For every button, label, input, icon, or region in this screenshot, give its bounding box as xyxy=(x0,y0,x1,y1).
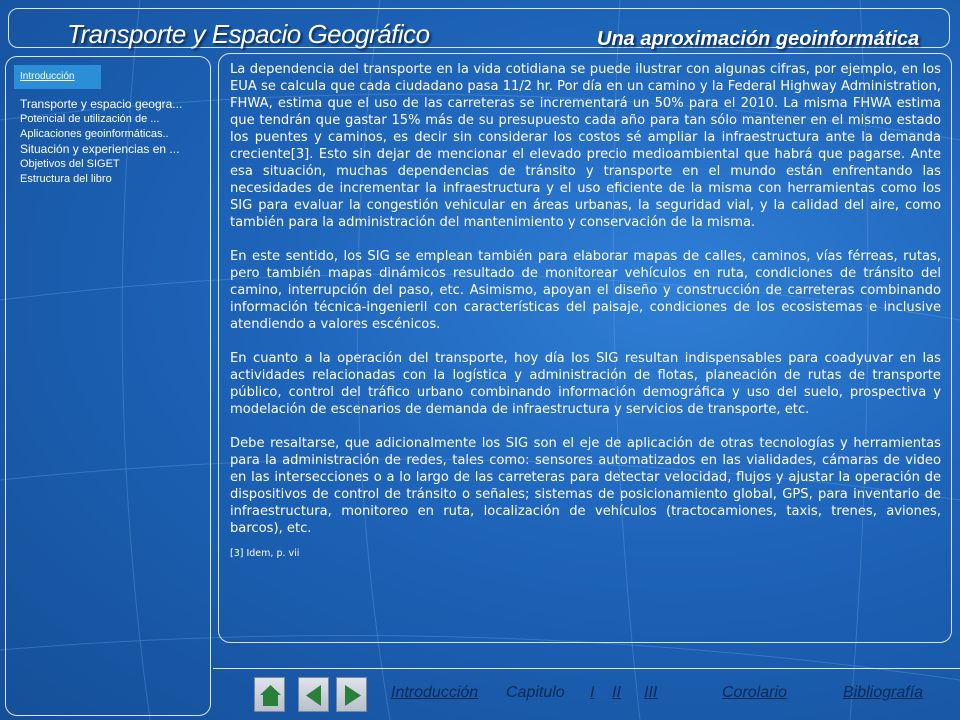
sidebar-item-potencial[interactable]: Potencial de utilización de ... xyxy=(20,113,160,125)
next-button[interactable] xyxy=(336,677,367,712)
link-capitulo-1[interactable]: I xyxy=(590,684,595,701)
footnote: [3] Idem, p. vii xyxy=(230,548,300,559)
link-introduccion[interactable]: Introducción xyxy=(391,684,479,701)
paragraph: Debe resaltarse, que adicionalmente los SIG son el eje de aplicación de otras tecnologías y herramientas para la administración de redes, tales como: sensores automatizados en las vialidades, cámaras de video en las intersecciones o a lo largo de las carreteras para detectar velocidad, flujos y ajustar la operación de dispositivos de control de tránsito o señales; sistemas de posicionamiento global, GPS, para inventario de infraestructura, monitoreo en ruta, localización de vehículos (tractocamiones, taxis, trenes, aviones, barcos), etc. xyxy=(230,436,941,536)
paragraph: En este sentido, los SIG se emplean también para elaborar mapas de calles, caminos, vías férreas, rutas, pero también mapas dinámicos resultado de monitorear vehículos en ruta, condiciones de tránsito del camino, interrupción del paso, etc. Asimismo, apoyan el diseño y construcción de carreteras combinando información técnica-ingenieril con características del paisaje, condiciones de los ecosistemas e inclusive atendiendo a valores escénicos. xyxy=(230,249,941,332)
sidebar-list xyxy=(20,97,182,187)
page-subtitle: Una aproximación geoinformática xyxy=(597,28,920,50)
title-bar xyxy=(8,8,950,48)
link-corolario[interactable]: Corolario xyxy=(722,684,787,701)
page-title: Transporte y Espacio Geográfico xyxy=(67,19,430,49)
sidebar-item-estructura[interactable]: Estructura del libro xyxy=(20,173,112,185)
capitulo-label: Capitulo xyxy=(506,684,565,701)
link-capitulo-3[interactable]: III xyxy=(644,684,658,701)
main-content xyxy=(218,53,952,643)
paragraph: La dependencia del transporte en la vida cotidiana se puede ilustrar con algunas cifras, por ejemplo, en los EUA se calcula que cada ciudadano pasa 11/2 hr. Por día en un camino y la Federal Highway Administration, FHWA, estima que el uso de las carreteras se incrementará un 50% para el 2010. La misma FHWA estima que tendrán que gastar 15% más de su presupuesto cada año para tan sólo mantener en el mismo estado los puentes y caminos, es decir sin considerar los costos sé ampliar la infraestructura ante la demanda creciente[3]. Esto sin dejar de mencionar el elevado precio medioambiental que habrá que pagarse. Ante esa situación, muchas dependencias de tránsito y transporte en el mundo están enfrentando las necesidades de incrementar la infraestructura y el uso eficiente de la misma con herramientas como los SIG para evaluar la congestión vehicular en áreas urbanas, la seguridad vial, y la calidad del aire, como también para la administración del mantenimiento y conservación de la misma. xyxy=(230,62,941,230)
sidebar xyxy=(5,56,211,716)
arrow-right-icon xyxy=(337,678,368,713)
sidebar-item-situacion[interactable]: Situación y experiencias en ... xyxy=(20,142,180,156)
footer-divider xyxy=(213,668,960,669)
sidebar-item-transporte[interactable]: Transporte y espacio geogra... xyxy=(20,97,183,111)
link-capitulo-2[interactable]: II xyxy=(612,684,621,701)
home-button[interactable] xyxy=(254,677,285,712)
sidebar-item-aplicaciones[interactable]: Aplicaciones geoinformáticas.. xyxy=(20,128,169,140)
sidebar-tab-introduccion[interactable]: Introducción xyxy=(14,65,101,89)
previous-button[interactable] xyxy=(298,677,329,712)
arrow-left-icon xyxy=(299,678,330,713)
home-icon xyxy=(255,678,286,713)
paragraph: En cuanto a la operación del transporte, hoy día los SIG resultan indispensables para coadyuvar en las actividades relacionadas con la logística y administración de flotas, planeación de rutas de transporte público, control del tráfico urbano combinando información demográfica y uso del suelo, prospectiva y modelación de escenarios de demanda de infraestructura y servicios de transporte, etc. xyxy=(230,351,941,417)
sidebar-item-objetivos[interactable]: Objetivos del SIGET xyxy=(20,158,120,170)
link-bibliografia[interactable]: Bibliografía xyxy=(843,684,924,701)
